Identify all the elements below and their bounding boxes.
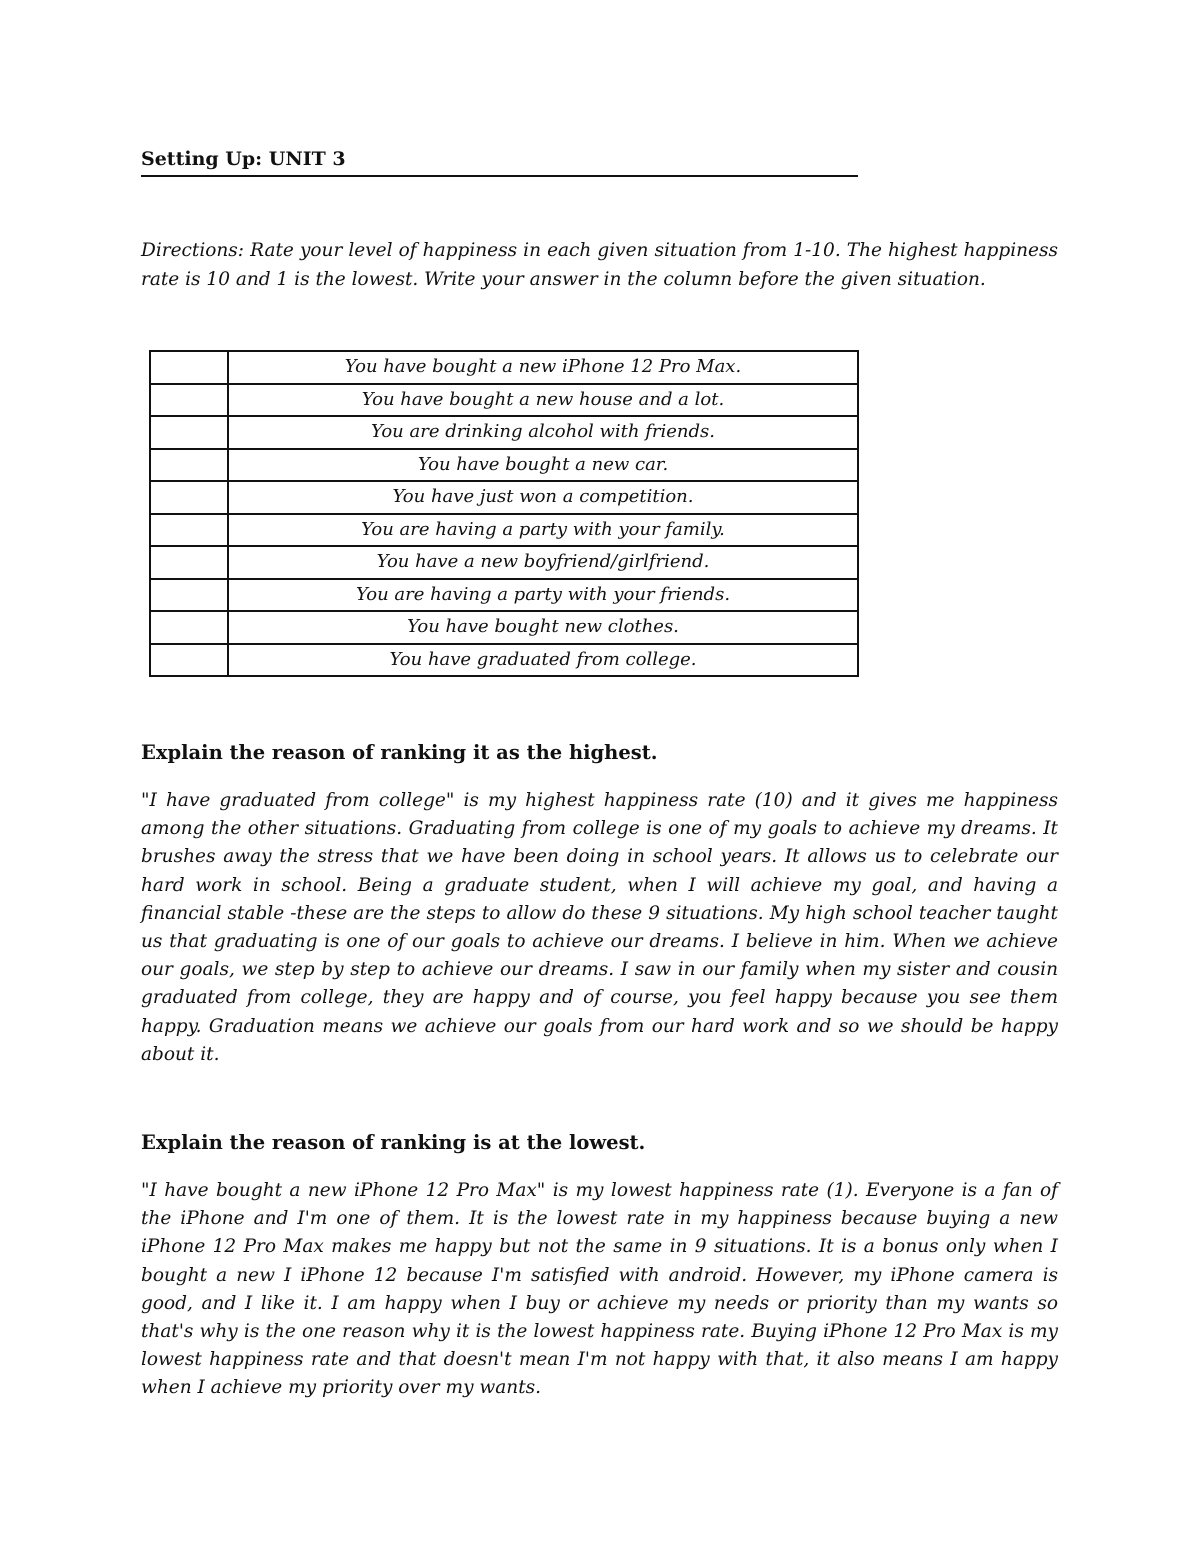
highest-heading: Explain the reason of ranking it as the highest. <box>141 741 658 764</box>
score-cell[interactable] <box>150 579 228 612</box>
situation-cell: You have a new boyfriend/girlfriend. <box>228 546 858 579</box>
score-cell[interactable] <box>150 546 228 579</box>
score-cell[interactable] <box>150 384 228 417</box>
table-row <box>150 644 858 677</box>
lowest-answer: "I have bought a new iPhone 12 Pro Max" is my lowest happiness rate (1). Everyone is a fan of the iPhone and I'm one of them. It is the lowest rate in my happiness because buying a new iPhone 12 Pro Max makes me happy but not the same in 9 situations. It is a bonus only when I bought a new I iPhone 12 because I'm satisfied with android. However, my iPhone camera is good, and I like it. I am happy when I buy or achieve my needs or priority than my wants so that's why is the one reason why it is the lowest happiness rate. Buying iPhone 12 Pro Max is my lowest happiness rate and that doesn't mean I'm not happy with that, it also means I am happy when I achieve my priority over my wants. <box>141 1180 1058 1399</box>
table-row <box>150 579 858 612</box>
table-row <box>150 481 858 514</box>
highest-answer: "I have graduated from college" is my highest happiness rate (10) and it gives me happiness among the other situations. Graduating from college is one of my goals to achieve my dreams. It brushes away the stress that we have been doing in school years. It allows us to celebrate our hard work in school. Being a graduate student, when I will achieve my goal, and having a financial stable -these are the steps to allow do these 9 situations. My high school teacher taught us that graduating is one of our goals to achieve our dreams. I believe in him. When we achieve our goals, we step by step to achieve our dreams. I saw in our family when my sister and cousin graduated from college, they are happy and of course, you feel happy because you see them happy. Graduation means we achieve our goals from our hard work and so we should be happy about it. <box>141 790 1058 1065</box>
title-underline <box>141 175 858 177</box>
situation-cell: You have bought new clothes. <box>228 611 858 644</box>
situation-cell: You are having a party with your family. <box>228 514 858 547</box>
situation-cell: You are having a party with your friends. <box>228 579 858 612</box>
score-cell[interactable] <box>150 481 228 514</box>
score-cell[interactable] <box>150 611 228 644</box>
score-cell[interactable] <box>150 514 228 547</box>
situation-cell: You have bought a new iPhone 12 Pro Max. <box>228 351 858 384</box>
table-row <box>150 416 858 449</box>
score-cell[interactable] <box>150 351 228 384</box>
situation-cell: You have bought a new house and a lot. <box>228 384 858 417</box>
situation-cell: You are drinking alcohol with friends. <box>228 416 858 449</box>
table-row <box>150 449 858 482</box>
table-row <box>150 546 858 579</box>
score-cell[interactable] <box>150 644 228 677</box>
lowest-heading: Explain the reason of ranking is at the lowest. <box>141 1131 646 1154</box>
directions-text: Directions: Rate your level of happiness in each given situation from 1-10. The highest happiness rate is 10 and 1 is the lowest. Write your answer in the column before the given situation. <box>141 240 1058 290</box>
page-title: Setting Up: UNIT 3 <box>141 148 346 170</box>
situations-table <box>149 350 859 677</box>
situation-cell: You have just won a competition. <box>228 481 858 514</box>
score-cell[interactable] <box>150 449 228 482</box>
table-row <box>150 514 858 547</box>
table-row <box>150 384 858 417</box>
table-row <box>150 611 858 644</box>
table-row <box>150 351 858 384</box>
score-cell[interactable] <box>150 416 228 449</box>
situation-cell: You have bought a new car. <box>228 449 858 482</box>
situation-cell: You have graduated from college. <box>228 644 858 677</box>
